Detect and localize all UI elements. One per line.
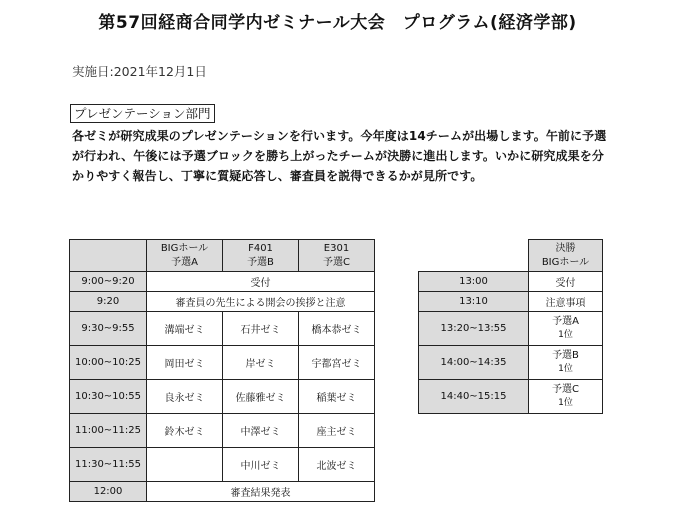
- event-cell: 注意事項: [529, 292, 603, 312]
- finalist-cell: [529, 380, 603, 414]
- finalist-rank: 1位: [558, 330, 573, 340]
- section-label: プレゼンテーション部門: [70, 104, 215, 123]
- seminar-cell: 中川ゼミ: [223, 448, 299, 482]
- time-cell: 10:00~10:25: [70, 346, 147, 380]
- table-row: [70, 272, 375, 292]
- time-cell: 11:00~11:25: [70, 414, 147, 448]
- table-row: [70, 292, 375, 312]
- section-description: 各ゼミが研究成果のプレゼンテーションを行います。今年度は14チームが出場します。午前に予選が行われ、午後には予選ブロックを勝ち上がったチームが決勝に進出します。いかに研究成果を分かりやすく報告し、丁寧に質疑応答し、審査員を説得できるかが見所です。: [72, 129, 607, 183]
- seminar-cell: 岸ゼミ: [223, 346, 299, 380]
- table-row: [419, 346, 603, 380]
- finalist-block: 予選B: [552, 350, 579, 361]
- table-row: [419, 380, 603, 414]
- page-title: 第57回経商合同学内ゼミナール大会 プログラム(経済学部): [98, 13, 577, 33]
- block-name: 予選A: [171, 256, 198, 268]
- time-cell: 13:00: [419, 272, 529, 292]
- seminar-cell: 稲葉ゼミ: [299, 380, 375, 414]
- event-date: 実施日:2021年12月1日: [72, 64, 207, 79]
- block-name: 予選C: [323, 256, 350, 268]
- time-cell: 13:10: [419, 292, 529, 312]
- event-cell: 受付: [529, 272, 603, 292]
- venue-name: BIGホール: [160, 242, 209, 254]
- block-name: 予選B: [247, 256, 274, 268]
- seminar-cell: [147, 448, 223, 482]
- seminar-cell: 良永ゼミ: [147, 380, 223, 414]
- finalist-block: 予選A: [552, 316, 579, 327]
- time-cell: 14:00~14:35: [419, 346, 529, 380]
- finalist-rank: 1位: [558, 398, 573, 408]
- finalist-cell: [529, 312, 603, 346]
- final-schedule-table: [418, 239, 603, 414]
- header-blank-cell: [419, 240, 529, 272]
- seminar-cell: 橋本恭ゼミ: [299, 312, 375, 346]
- stage-name: 決勝: [555, 242, 576, 254]
- table-row: [70, 414, 375, 448]
- header-row: [70, 240, 375, 272]
- time-cell: 9:20: [70, 292, 147, 312]
- seminar-cell: 溝端ゼミ: [147, 312, 223, 346]
- table-row: [419, 272, 603, 292]
- seminar-cell: 石井ゼミ: [223, 312, 299, 346]
- seminar-cell: 鈴木ゼミ: [147, 414, 223, 448]
- finalist-rank: 1位: [558, 364, 573, 374]
- seminar-cell: 中澤ゼミ: [223, 414, 299, 448]
- table-row: [70, 346, 375, 380]
- seminar-cell: 北波ゼミ: [299, 448, 375, 482]
- time-cell: 10:30~10:55: [70, 380, 147, 414]
- header-venue-a: [147, 240, 223, 272]
- venue-name: BIGホール: [541, 256, 590, 268]
- time-cell: 12:00: [70, 482, 147, 502]
- time-cell: 9:30~9:55: [70, 312, 147, 346]
- header-blank-cell: [70, 240, 147, 272]
- time-cell: 14:40~15:15: [419, 380, 529, 414]
- header-final: [529, 240, 603, 272]
- seminar-cell: 座主ゼミ: [299, 414, 375, 448]
- table-row: [70, 448, 375, 482]
- seminar-cell: 宇都宮ゼミ: [299, 346, 375, 380]
- prelim-schedule-table: [69, 239, 375, 502]
- table-row: [70, 312, 375, 346]
- header-venue-c: [299, 240, 375, 272]
- table-row: [419, 312, 603, 346]
- table-row: [419, 292, 603, 312]
- finalist-block: 予選C: [552, 384, 579, 395]
- time-cell: 13:20~13:55: [419, 312, 529, 346]
- time-cell: 9:00~9:20: [70, 272, 147, 292]
- table-row: [70, 482, 375, 502]
- event-cell: 審査員の先生による開会の挨拶と注意: [147, 292, 375, 312]
- time-cell: 11:30~11:55: [70, 448, 147, 482]
- venue-name: E301: [323, 242, 350, 254]
- table-row: [70, 380, 375, 414]
- header-venue-b: [223, 240, 299, 272]
- finalist-cell: [529, 346, 603, 380]
- seminar-cell: 佐藤雅ゼミ: [223, 380, 299, 414]
- event-cell: 受付: [147, 272, 375, 292]
- event-cell: 審査結果発表: [147, 482, 375, 502]
- header-row: [419, 240, 603, 272]
- seminar-cell: 岡田ゼミ: [147, 346, 223, 380]
- venue-name: F401: [248, 242, 273, 254]
